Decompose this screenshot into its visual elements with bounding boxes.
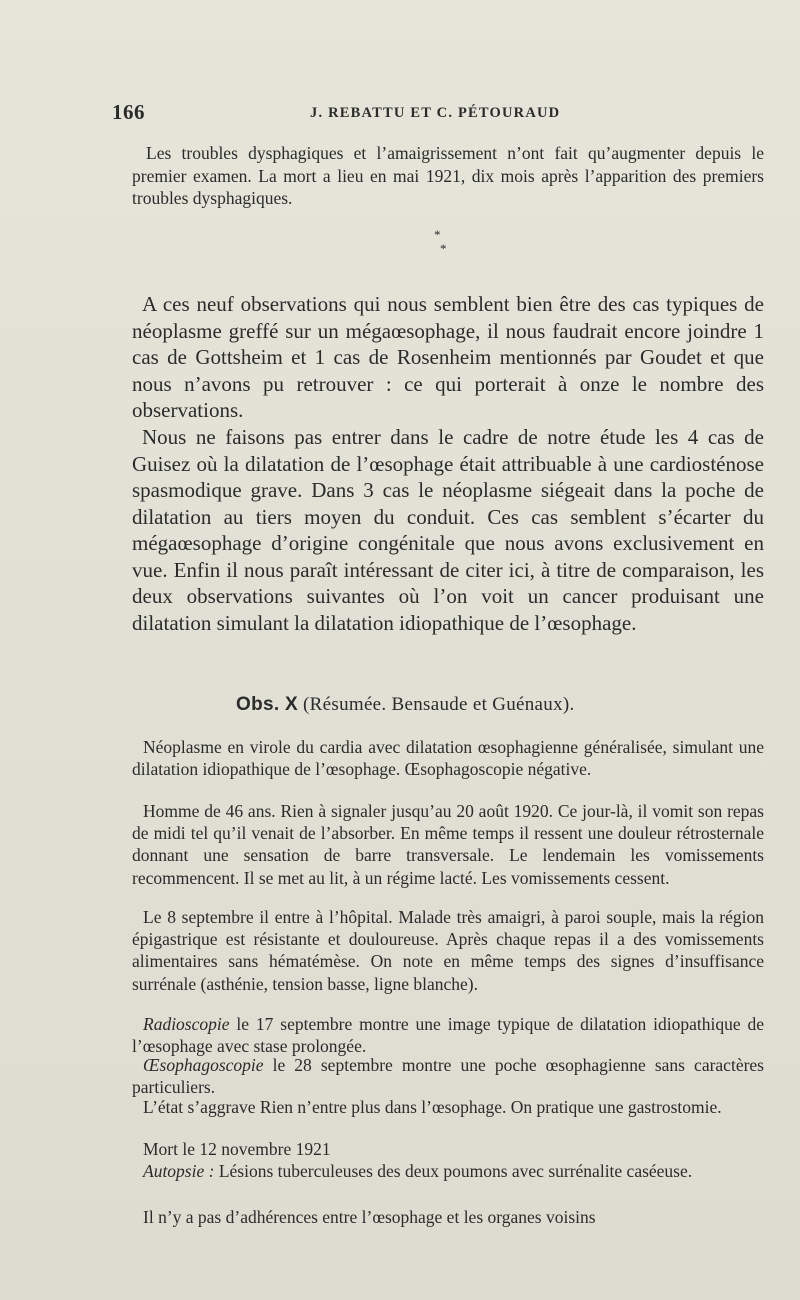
observation-worsening — [132, 1096, 764, 1118]
observation-death-text: Mort le 12 novembre 1921 — [143, 1139, 331, 1159]
main-paragraph-1-text: A ces neuf observations qui nous semblent bien être des cas typiques de néoplasme greffé sur un mégaœsophage, il nous faudrait encore joindre 1 cas de Gottsheim et 1 cas de Rosenheim mentionnés par Goudet et que nous n’avons pu retrouver : ce qui porterait à onze le nombre des observations. — [132, 292, 764, 422]
autopsy-paragraph — [132, 1160, 764, 1182]
main-paragraph-2 — [132, 424, 764, 636]
radioscopy-label: Radioscopie — [143, 1014, 230, 1034]
observation-history — [132, 800, 764, 889]
observation-autopsy — [132, 1160, 764, 1182]
oesophagoscopy-paragraph — [132, 1054, 764, 1098]
intro-paragraph: Les troubles dysphagiques et l’amaigrissement n’ont fait qu’augmenter depuis le premier examen. La mort a lieu en mai 1921, dix mois après l’apparition des premiers troubles dysphagiques. — [132, 143, 764, 208]
observation-summary — [132, 736, 764, 780]
observation-summary-text: Néoplasme en virole du cardia avec dilatation œsophagienne généralisée, simulant une dilatation idiopathique de l’œsophage. Œsophagoscopie négative. — [132, 737, 764, 780]
observation-admission — [132, 906, 764, 995]
separator-star-top: * — [434, 227, 441, 242]
observation-label: Obs. X — [236, 694, 298, 715]
observation-source: (Résumée. Bensaude et Guénaux). — [303, 694, 575, 715]
page-number: 166 — [112, 100, 145, 124]
observation-worsening-text: L’état s’aggrave Rien n’entre plus dans l’œsophage. On pratique une gastrostomie. — [143, 1097, 722, 1117]
separator-star-bottom: * — [440, 241, 447, 256]
observation-death — [132, 1138, 764, 1160]
radioscopy-text: le 17 septembre montre une image typique de dilatation idiopathique de l’œsophage avec stase prolongée. — [132, 1014, 764, 1057]
observation-history-text: Homme de 46 ans. Rien à signaler jusqu’au 20 août 1920. Ce jour-là, il vomit son repas de midi tel qu’il venait de l’absorber. En même temps il ressent une douleur rétrosternale donnant une sensation de barre transversale. Le lendemain les vomissements recommencent. Il se met au lit, à un régime lacté. Les vomissements cessent. — [132, 801, 764, 888]
running-head: J. REBATTU ET C. PÉTOURAUD — [310, 105, 561, 121]
autopsy-text: Lésions tuberculeuses des deux poumons avec surrénalite caséeuse. — [214, 1161, 693, 1181]
observation-last-line-text: Il n’y a pas d’adhérences entre l’œsophage et les organes voisins — [143, 1207, 596, 1227]
oesophagoscopy-label: Œsophagoscopie — [143, 1055, 264, 1075]
main-paragraph-2-text: Nous ne faisons pas entrer dans le cadre de notre étude les 4 cas de Guisez où la dilatation de l’œsophage était attribuable à une cardiosténose spasmodique grave. Dans 3 cas le néoplasme siégeait dans la poche de dilatation au tiers moyen du conduit. Ces cas semblent s’écarter du mégaœsophage d’origine congénitale que nous avons exclusivement en vue. Enfin il nous paraît intéressant de citer ici, à titre de comparaison, les deux observations suivantes où l’on voit un cancer produisant une dilatation simulant la dilatation idiopathique de l’œsophage. — [132, 425, 764, 635]
oesophagoscopy-text: le 28 septembre montre une poche œsophagienne sans caractères particuliers. — [132, 1055, 764, 1098]
observation-last-line — [132, 1206, 764, 1228]
autopsy-label: Autopsie : — [143, 1161, 215, 1181]
observation-admission-text: Le 8 septembre il entre à l’hôpital. Malade très amaigri, à paroi souple, mais la région épigastrique est résistante et douloureuse. Après chaque repas il a des vomissements alimentaires sans hématémèse. On note en même temps des signes d’insuffisance surrénale (asthénie, tension basse, ligne blanche). — [132, 907, 764, 994]
observation-radioscopy — [132, 1013, 764, 1057]
observation-heading — [236, 694, 575, 716]
observation-oesophagoscopy — [132, 1054, 764, 1098]
page-header — [112, 100, 672, 130]
radioscopy-paragraph — [132, 1013, 764, 1057]
main-paragraph-1 — [132, 291, 764, 424]
section-separator — [420, 228, 460, 256]
